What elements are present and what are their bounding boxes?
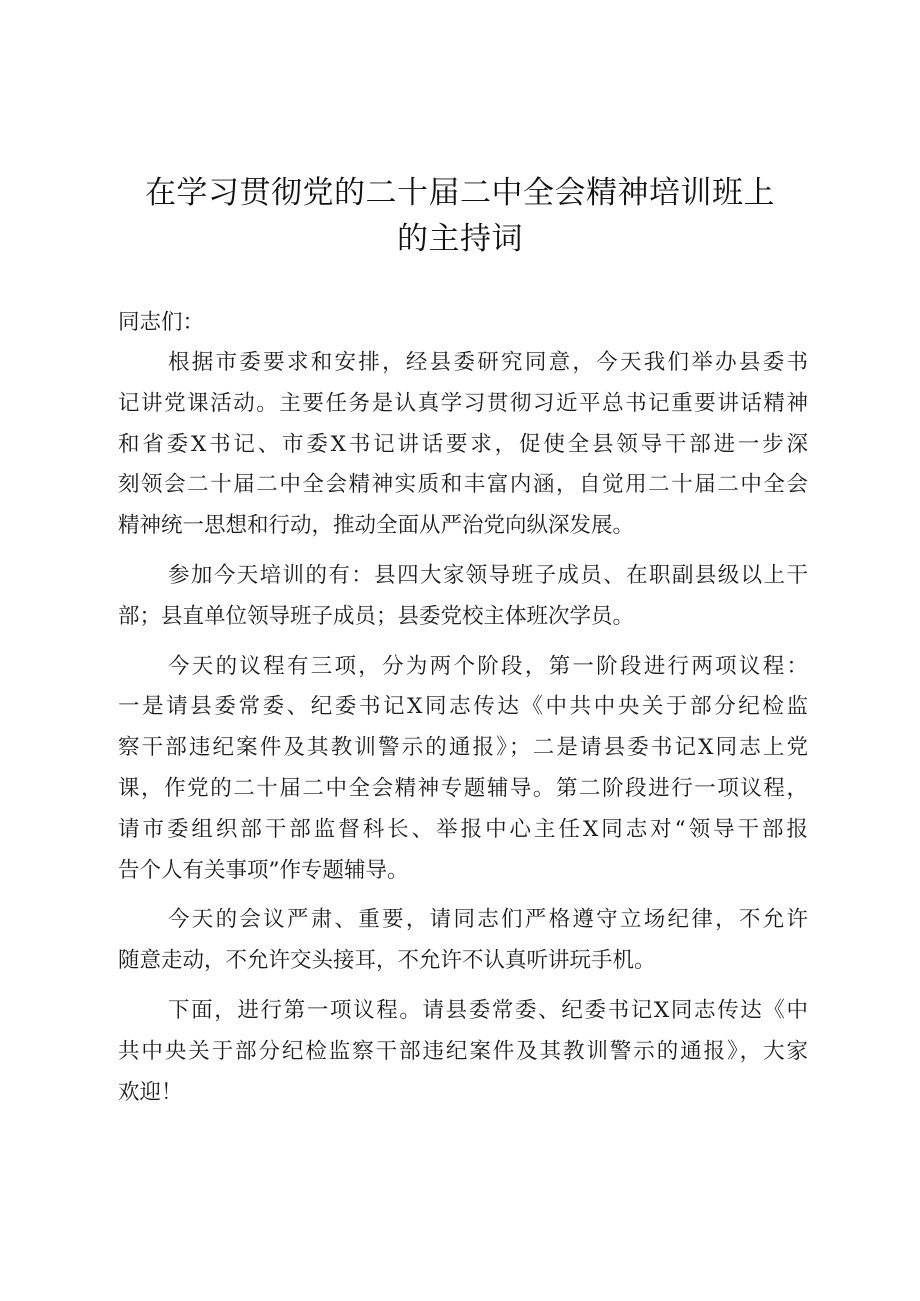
paragraph-line: 和省委X书记、市委X书记讲话要求，促使全县领导干部进一步深 bbox=[118, 431, 808, 457]
document-title bbox=[60, 170, 860, 262]
paragraph-line: 记讲党课活动。主要任务是认真学习贯彻习近平总书记重要讲话精神 bbox=[118, 390, 808, 416]
paragraph-2 bbox=[118, 556, 808, 638]
paragraph-3 bbox=[118, 647, 808, 892]
paragraph-1 bbox=[118, 343, 808, 547]
paragraph-4 bbox=[118, 900, 808, 982]
salutation: 同志们： bbox=[118, 310, 205, 335]
paragraph-line: 请市委组织部干部监督科长、举报中心主任X同志对“领导干部报 bbox=[118, 816, 808, 842]
title-line-1: 在学习贯彻党的二十届二中全会精神培训班上 bbox=[145, 175, 775, 211]
paragraph-5 bbox=[118, 991, 808, 1113]
paragraph-line: 共中央关于部分纪检监察干部违纪案件及其教训警示的通报》，大家 bbox=[118, 1038, 808, 1064]
document-body bbox=[118, 303, 808, 1113]
paragraph-line: 根据市委要求和安排，经县委研究同意，今天我们举办县委书 bbox=[168, 350, 808, 375]
paragraph-line: 随意走动，不允许交头接耳，不允许不认真听讲玩手机。 bbox=[118, 948, 656, 974]
paragraph-line: 今天的议程有三项，分为两个阶段，第一阶段进行两项议程： bbox=[168, 653, 808, 679]
title-line-2: 的主持词 bbox=[397, 221, 523, 257]
paragraph-line: 下面，进行第一项议程。请县委常委、纪委书记X同志传达《中 bbox=[168, 997, 808, 1023]
paragraph-line: 参加今天培训的有：县四大家领导班子成员、在职副县级以上干 bbox=[168, 562, 808, 588]
paragraph-line: 一是请县委常委、纪委书记X同志传达《中共中央关于部分纪检监 bbox=[118, 694, 808, 720]
paragraph-line: 课，作党的二十届二中全会精神专题辅导。第二阶段进行一项议程， bbox=[118, 775, 808, 801]
paragraph-line: 精神统一思想和行动，推动全面从严治党向纵深发展。 bbox=[118, 513, 635, 539]
paragraph-line: 告个人有关事项”作专题辅导。 bbox=[118, 857, 409, 883]
paragraph-line: 欢迎！ bbox=[118, 1079, 183, 1105]
paragraph-line: 部；县直单位领导班子成员；县委党校主体班次学员。 bbox=[118, 603, 635, 629]
paragraph-line: 今天的会议严肃、重要，请同志们严格遵守立场纪律，不允许 bbox=[168, 907, 808, 933]
paragraph-line: 刻领会二十届二中全会精神实质和丰富内涵，自觉用二十届二中全会 bbox=[118, 472, 808, 498]
paragraph-line: 察干部违纪案件及其教训警示的通报》；二是请县委书记X同志上党 bbox=[118, 735, 808, 761]
